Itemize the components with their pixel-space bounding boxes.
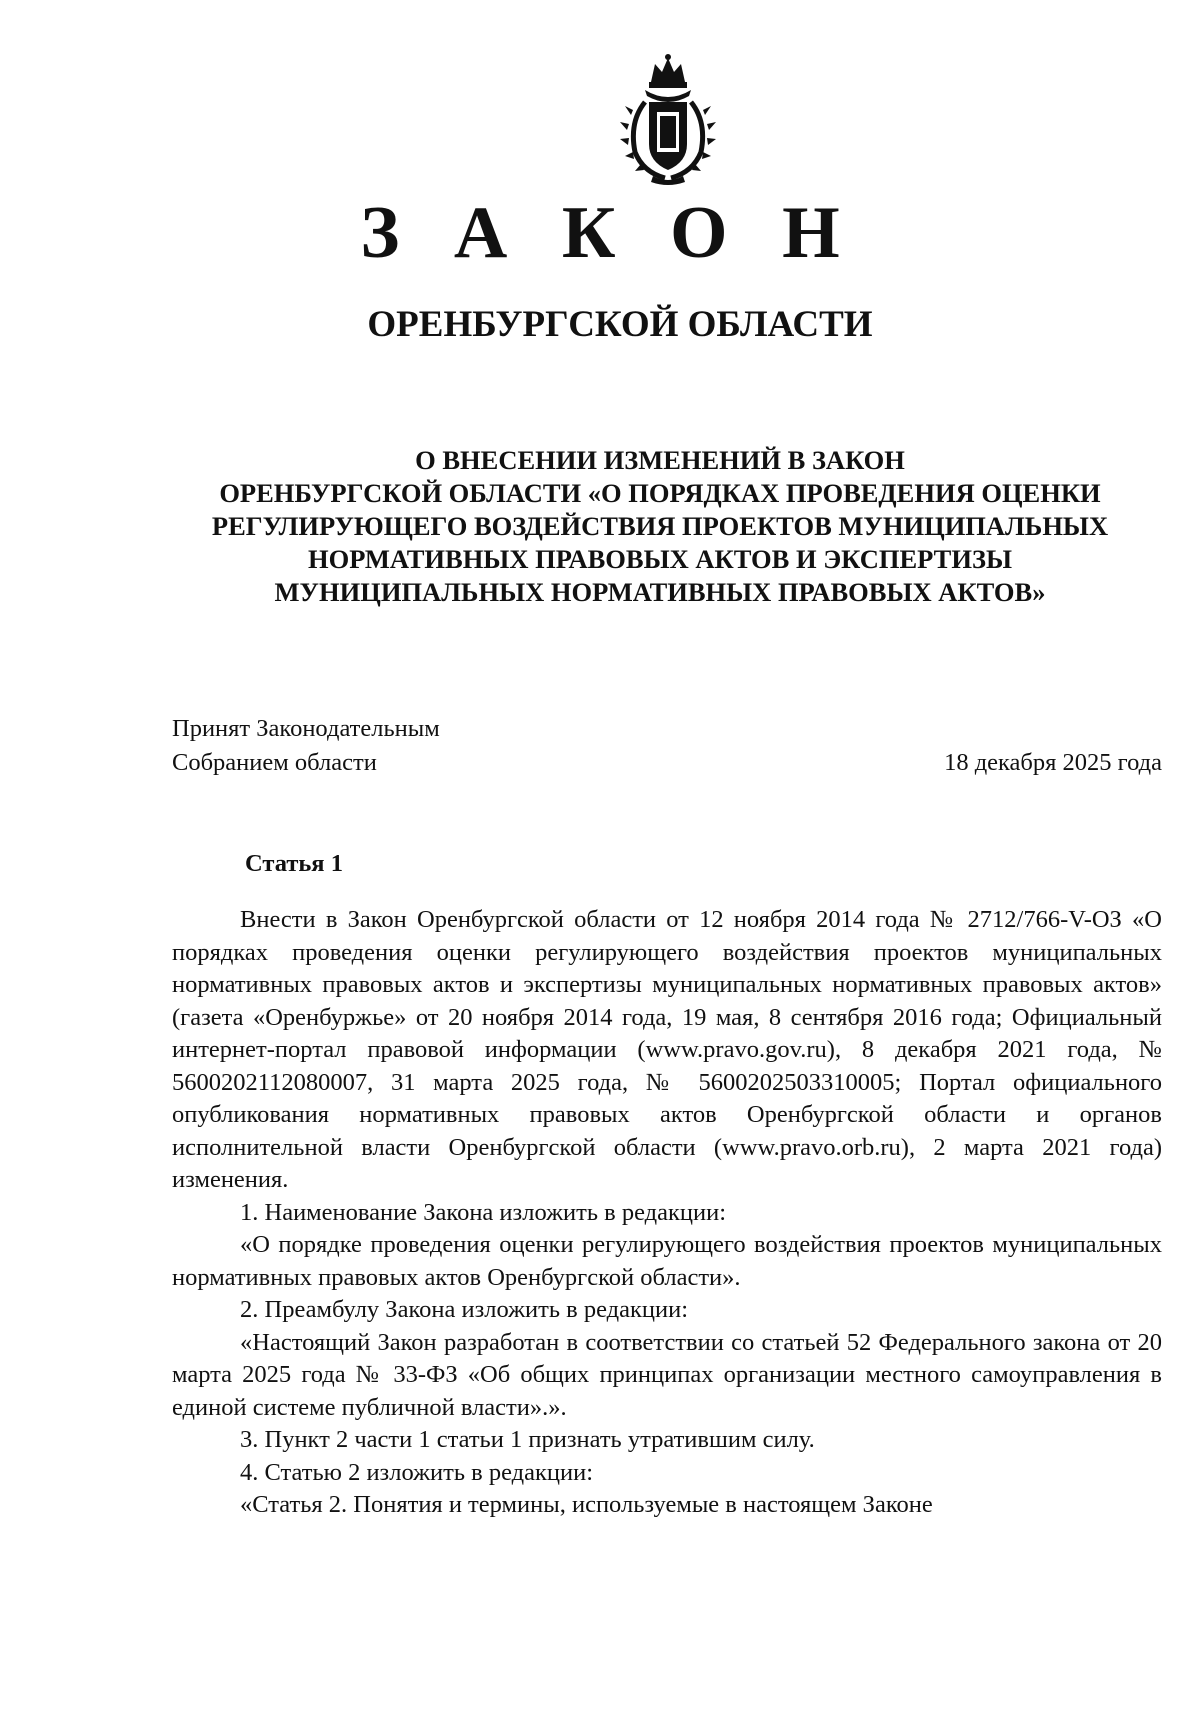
- orenburg-coat-of-arms-icon: [615, 52, 721, 186]
- article-body: [172, 904, 1162, 1522]
- adoption-block: [172, 712, 1162, 780]
- adoption-date: 18 декабря 2025 года: [944, 749, 1162, 776]
- region-heading: ОРЕНБУРГСКОЙ ОБЛАСТИ: [367, 304, 873, 345]
- document-type-heading: З А К О Н: [360, 192, 858, 274]
- article-paragraph: 2. Преамбулу Закона изложить в редакции:: [240, 1296, 689, 1323]
- adoption-line: Принят Законодательным: [172, 715, 440, 742]
- article-paragraph: Внести в Закон Оренбургской области от 12 ноября 2014 года № 2712/766-V-ОЗ «О порядках проведения оценки регулирующего воздействия проектов муниципальных нормативных правовых актов и экспертизы муниципальных нормативных правовых актов» (газета «Оренбуржье» от 20 ноября 2014 года, 19 мая, 8 сентября 2016 года; Официальный интернет-портал правовой информации (www.pravo.gov.ru), 8 декабря 2021 года, № 5600202112080007, 31 марта 2025 года, № 5600202503310005; Портал официального опубликования нормативных правовых актов Оренбургской области и органов исполнительной власти Оренбургской области (www.pravo.orb.ru), 2 марта 2021 года) изменения.: [172, 906, 1162, 1193]
- law-title-line: РЕГУЛИРУЮЩЕГО ВОЗДЕЙСТВИЯ ПРОЕКТОВ МУНИЦИПАЛЬНЫХ: [211, 511, 1109, 541]
- law-title-line: МУНИЦИПАЛЬНЫХ НОРМАТИВНЫХ ПРАВОВЫХ АКТОВ»: [274, 577, 1046, 607]
- law-title: [160, 444, 1160, 609]
- article-paragraph: 1. Наименование Закона изложить в редакции:: [240, 1198, 727, 1226]
- article-heading: Статья 1: [245, 850, 343, 877]
- adoption-line: Собранием области: [172, 749, 377, 776]
- article-paragraph: 4. Статью 2 изложить в редакции:: [240, 1458, 594, 1486]
- law-title-line: О ВНЕСЕНИИ ИЗМЕНЕНИЙ В ЗАКОН: [415, 445, 905, 475]
- article-paragraph: 3. Пункт 2 части 1 статьи 1 признать утратившим силу.: [240, 1426, 815, 1453]
- article-paragraph: «О порядке проведения оценки регулирующего воздействия проектов муниципальных нормативных правовых актов Оренбургской области».: [172, 1231, 1162, 1291]
- article-paragraph: «Настоящий Закон разработан в соответствии со статьей 52 Федерального закона от 20 марта 2025 года № 33-ФЗ «Об общих принципах организации местного самоуправления в единой системе публичной власти».».: [172, 1328, 1162, 1421]
- law-title-line: ОРЕНБУРГСКОЙ ОБЛАСТИ «О ПОРЯДКАХ ПРОВЕДЕНИЯ ОЦЕНКИ: [219, 478, 1101, 508]
- law-title-line: НОРМАТИВНЫХ ПРАВОВЫХ АКТОВ И ЭКСПЕРТИЗЫ: [308, 544, 1012, 574]
- article-paragraph: «Статья 2. Понятия и термины, используемые в настоящем Законе: [240, 1491, 933, 1518]
